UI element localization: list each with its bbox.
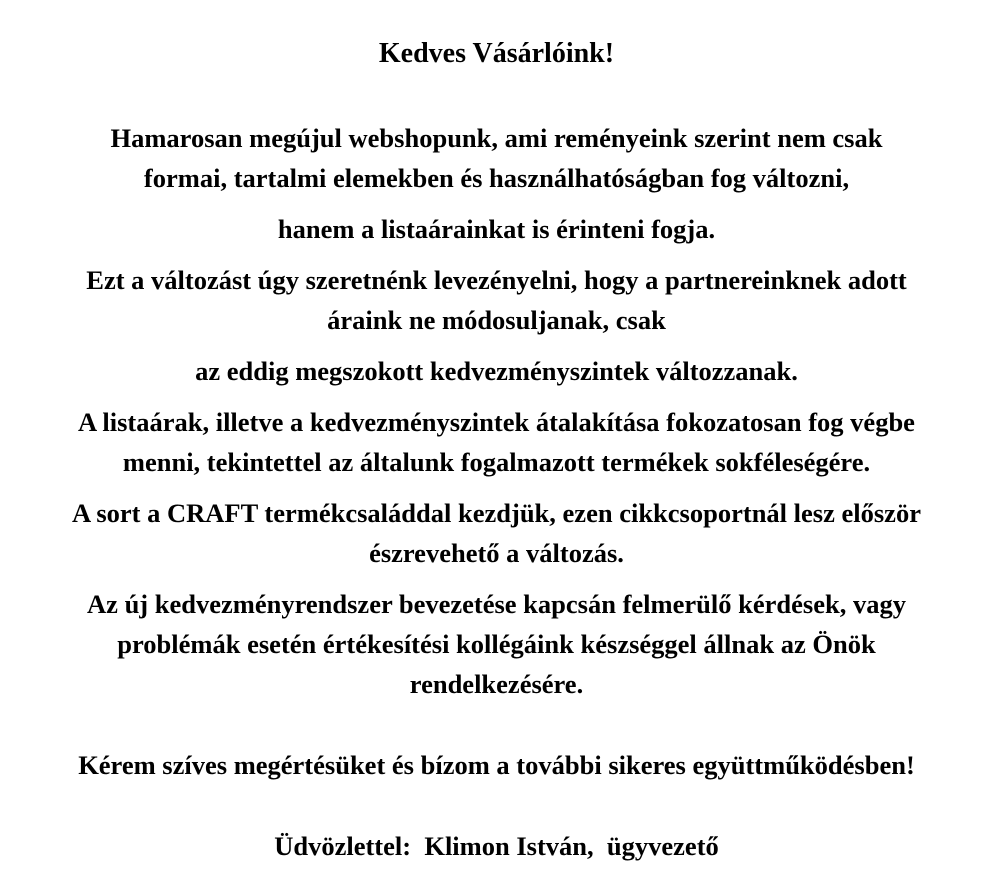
paragraph-line: Az új kedvezményrendszer bevezetése kapcsán felmerülő kérdések, vagy	[87, 589, 906, 619]
paragraph-line: Ezt a változást úgy szeretnénk levezényelni, hogy a partnereinknek adott	[86, 265, 907, 295]
paragraph-list-prices	[0, 209, 993, 249]
paragraph-line: rendelkezésére.	[409, 669, 584, 699]
paragraph-line: formai, tartalmi elemekben és használhatóságban fog változni,	[143, 163, 850, 193]
paragraph-line: menni, tekintettel az általunk fogalmazott termékek sokféleségére.	[122, 447, 871, 477]
paragraph-line: észrevehető a változás.	[369, 538, 624, 568]
paragraph-line: Hamarosan megújul webshopunk, ami reményeink szerint nem csak	[110, 123, 883, 153]
paragraph-partner-prices	[0, 260, 993, 340]
paragraph-line: hanem a listaárainkat is érinteni fogja.	[277, 214, 716, 244]
signature-line: Üdvözlettel: Klimon István, ügyvezető	[274, 831, 719, 861]
paragraph-line: az eddig megszokott kedvezményszintek változzanak.	[195, 356, 798, 386]
closing-line: Kérem szíves megértésüket és bízom a további sikeres együttműködésben!	[78, 750, 915, 780]
paragraph-line: A listaárak, illetve a kedvezményszintek átalakítása fokozatosan fog végbe	[78, 407, 915, 437]
paragraph-craft-first	[0, 493, 993, 573]
paragraph-contact-colleagues	[0, 584, 993, 704]
paragraph-line: A sort a CRAFT termékcsaláddal kezdjük, ezen cikkcsoportnál lesz először	[72, 498, 921, 528]
paragraph-gradual-change	[0, 402, 993, 482]
paragraph-line: problémák esetén értékesítési kollégáink készséggel állnak az Önök	[117, 629, 876, 659]
paragraph-webshop-renewal	[0, 118, 993, 198]
paragraph-line: áraink ne módosuljanak, csak	[327, 305, 666, 335]
greeting-heading: Kedves Vásárlóink!	[378, 38, 615, 69]
paragraph-discount-levels	[0, 351, 993, 391]
